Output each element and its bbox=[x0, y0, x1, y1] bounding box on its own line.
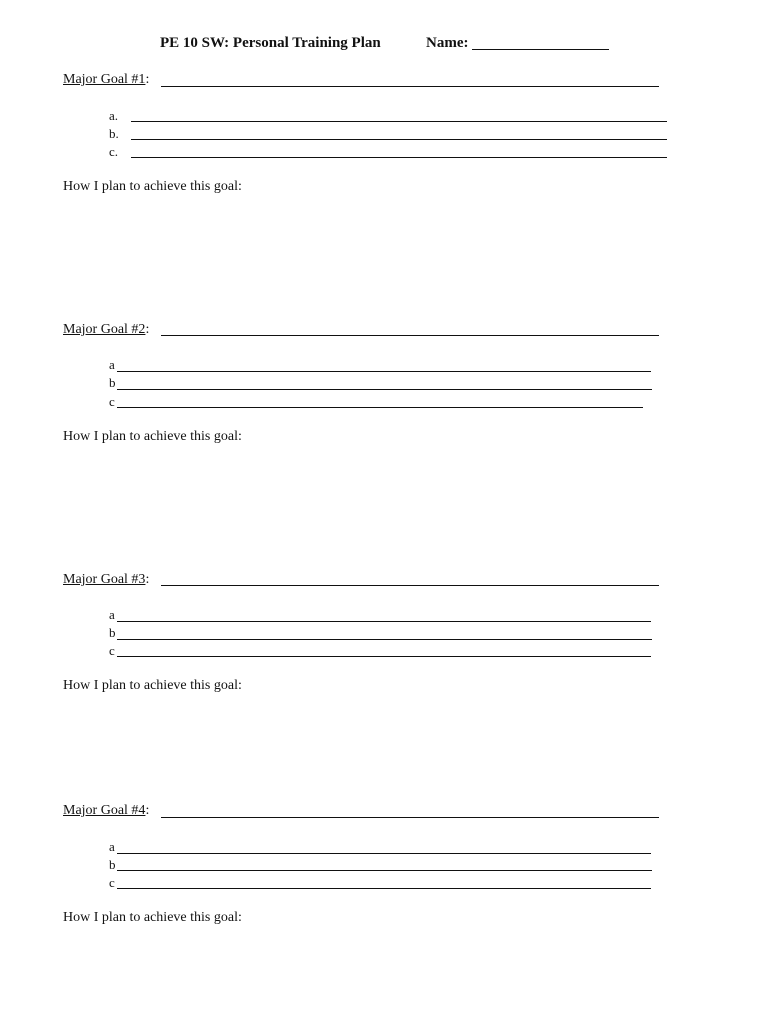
goal-2-sub-c-letter: c bbox=[109, 394, 115, 409]
goal-4-field[interactable] bbox=[161, 817, 659, 818]
goal-1-sub-c-field[interactable] bbox=[131, 157, 667, 158]
goal-2-plan-label: How I plan to achieve this goal: bbox=[63, 429, 242, 444]
goal-3-sub-c-field[interactable] bbox=[117, 656, 651, 657]
goal-3-sub-b-letter: b bbox=[109, 625, 116, 640]
goal-1-sub-b-letter: b. bbox=[109, 126, 119, 141]
goal-3-colon: : bbox=[145, 572, 150, 587]
name-field[interactable] bbox=[472, 49, 609, 50]
goal-3-sub-a-letter: a bbox=[109, 607, 115, 622]
goal-4-sub-c-field[interactable] bbox=[117, 888, 651, 889]
goal-4-sub-b-field[interactable] bbox=[117, 870, 652, 871]
goal-3-field[interactable] bbox=[161, 585, 659, 586]
goal-4-sub-c-letter: c bbox=[109, 875, 115, 890]
goal-2-field[interactable] bbox=[161, 335, 659, 336]
goal-3-sub-a-field[interactable] bbox=[117, 621, 651, 622]
goal-3-sub-c-letter: c bbox=[109, 643, 115, 658]
page-title: PE 10 SW: Personal Training Plan bbox=[160, 35, 381, 51]
goal-1-label bbox=[63, 72, 149, 88]
goal-1-field[interactable] bbox=[161, 86, 659, 87]
goal-2-sub-b-letter: b bbox=[109, 375, 116, 390]
goal-1-sub-a-field[interactable] bbox=[131, 121, 667, 122]
goal-4-sub-a-letter: a bbox=[109, 839, 115, 854]
goal-2-title: Major Goal #2 bbox=[63, 322, 146, 337]
goal-1-colon: : bbox=[145, 72, 150, 87]
goal-3-title: Major Goal #3 bbox=[63, 572, 146, 587]
goal-2-colon: : bbox=[145, 322, 150, 337]
goal-3-sub-b-field[interactable] bbox=[117, 639, 652, 640]
goal-1-sub-c-letter: c. bbox=[109, 144, 119, 159]
name-label: Name: bbox=[426, 35, 469, 51]
goal-2-label bbox=[63, 322, 149, 338]
goal-2-sub-a-field[interactable] bbox=[117, 371, 651, 372]
goal-4-sub-a-field[interactable] bbox=[117, 853, 651, 854]
goal-3-label bbox=[63, 572, 149, 588]
goal-2-sub-a-letter: a bbox=[109, 357, 115, 372]
goal-1-title: Major Goal #1 bbox=[63, 72, 146, 87]
goal-4-title: Major Goal #4 bbox=[63, 803, 146, 818]
goal-4-plan-label: How I plan to achieve this goal: bbox=[63, 910, 242, 925]
goal-3-plan-label: How I plan to achieve this goal: bbox=[63, 678, 242, 693]
goal-4-colon: : bbox=[145, 803, 150, 818]
goal-1-sub-b-field[interactable] bbox=[131, 139, 667, 140]
goal-4-label bbox=[63, 803, 149, 819]
goal-2-sub-b-field[interactable] bbox=[117, 389, 652, 390]
goal-1-sub-a-letter: a. bbox=[109, 108, 119, 123]
goal-1-plan-label: How I plan to achieve this goal: bbox=[63, 179, 242, 194]
goal-2-sub-c-field[interactable] bbox=[117, 407, 643, 408]
goal-4-sub-b-letter: b bbox=[109, 857, 116, 872]
